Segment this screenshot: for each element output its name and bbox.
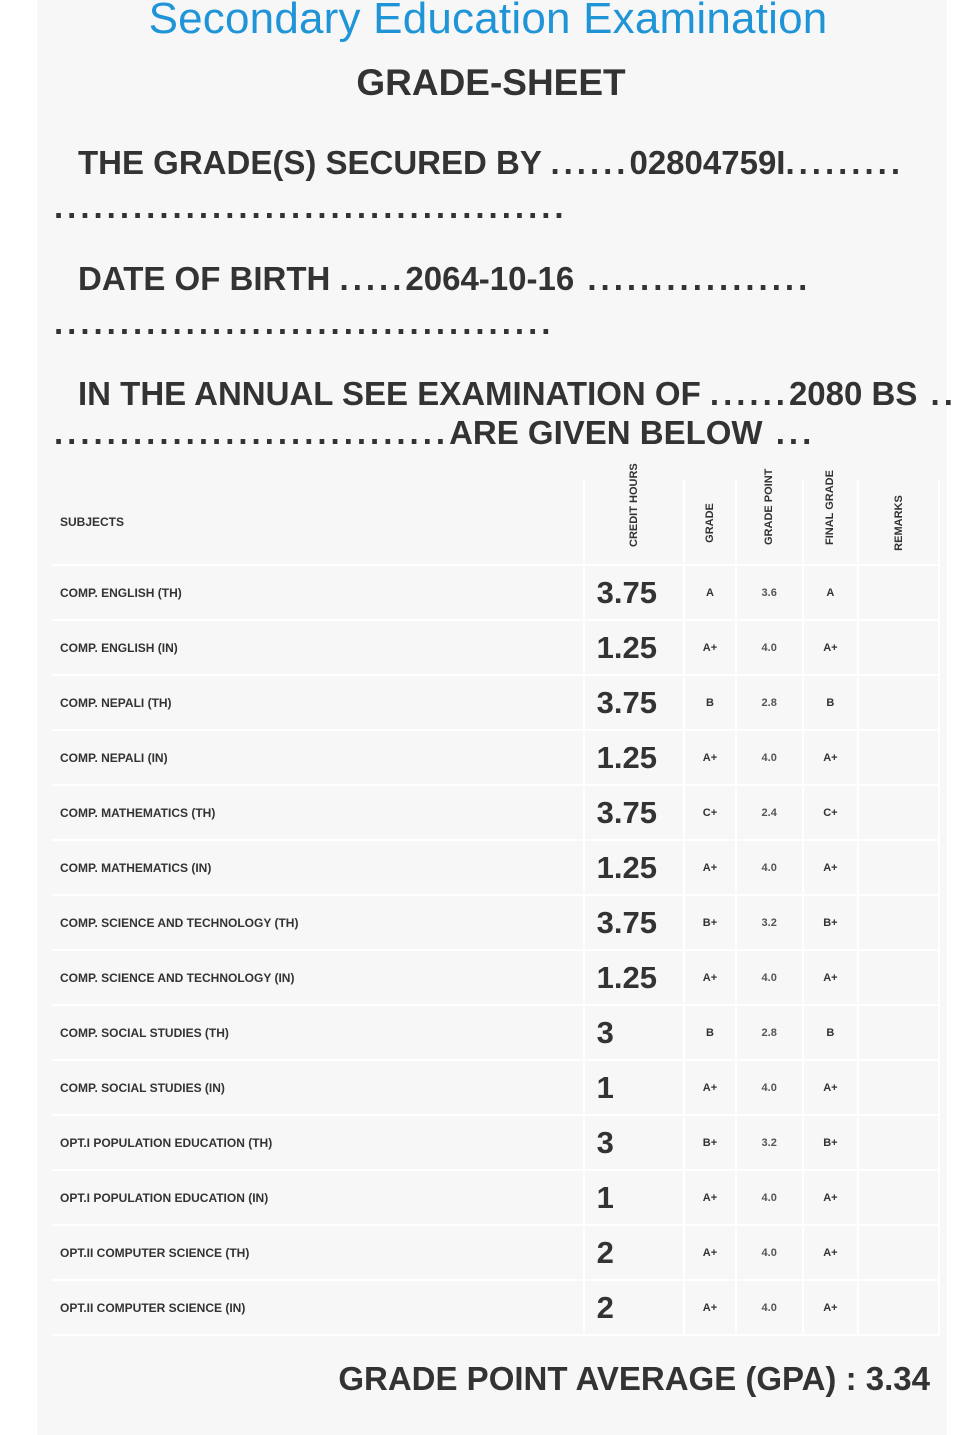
table-row <box>52 1280 939 1335</box>
subject-cell: COMP. NEPALI (IN) <box>52 730 584 785</box>
remarks-cell <box>858 620 939 675</box>
table-header-row <box>52 480 939 565</box>
given-below-line <box>54 414 815 452</box>
final-grade-cell: B <box>803 1005 859 1060</box>
dot-leader-row: ....................................... <box>54 188 568 225</box>
table-row <box>52 1225 939 1280</box>
grades-table <box>52 463 940 1336</box>
table-row <box>52 785 939 840</box>
gpa-line <box>338 1360 930 1398</box>
remarks-cell <box>858 840 939 895</box>
gpa-label: GRADE POINT AVERAGE (GPA) : <box>338 1360 857 1397</box>
remarks-cell <box>858 785 939 840</box>
given-below-text: ARE GIVEN BELOW <box>449 414 763 451</box>
grade-cell: A+ <box>684 1280 735 1335</box>
subject-cell: COMP. ENGLISH (TH) <box>52 565 584 620</box>
credit-hours-cell: 1.25 <box>584 950 685 1005</box>
subject-cell: COMP. MATHEMATICS (TH) <box>52 785 584 840</box>
table-row <box>52 950 939 1005</box>
grade-point-cell: 4.0 <box>736 1170 803 1225</box>
exam-year: 2080 BS <box>788 375 918 412</box>
grade-point-cell: 3.2 <box>736 895 803 950</box>
subject-cell: COMP. SCIENCE AND TECHNOLOGY (TH) <box>52 895 584 950</box>
table-row <box>52 1170 939 1225</box>
table-row <box>52 1060 939 1115</box>
grade-cell: A+ <box>684 840 735 895</box>
final-grade-cell: B <box>803 675 859 730</box>
credit-hours-cell: 1.25 <box>584 730 685 785</box>
grade-point-cell: 2.8 <box>736 675 803 730</box>
credit-hours-cell: 1 <box>584 1060 685 1115</box>
final-grade-cell: A+ <box>803 1060 859 1115</box>
credit-hours-cell: 2 <box>584 1225 685 1280</box>
subject-cell: COMP. MATHEMATICS (IN) <box>52 840 584 895</box>
credit-hours-cell: 3.75 <box>584 785 685 840</box>
dob-label: DATE OF BIRTH <box>78 260 331 297</box>
final-grade-cell: A+ <box>803 730 859 785</box>
grade-point-cell: 2.8 <box>736 1005 803 1060</box>
grade-point-cell: 2.4 <box>736 785 803 840</box>
table-row <box>52 730 939 785</box>
credit-hours-cell: 3.75 <box>584 895 685 950</box>
grade-point-cell: 3.2 <box>736 1115 803 1170</box>
grade-cell: B+ <box>684 1115 735 1170</box>
exam-line <box>78 375 957 413</box>
table-row <box>52 840 939 895</box>
subject-cell: OPT.I POPULATION EDUCATION (IN) <box>52 1170 584 1225</box>
final-grade-cell: C+ <box>803 785 859 840</box>
table-row <box>52 1005 939 1060</box>
grade-cell: A+ <box>684 620 735 675</box>
dot-leader: .. <box>917 375 957 412</box>
table-row <box>52 675 939 730</box>
grade-point-cell: 4.0 <box>736 1225 803 1280</box>
dot-leader: ... <box>762 414 816 451</box>
exam-label: IN THE ANNUAL SEE EXAMINATION OF <box>78 375 701 412</box>
grade-cell: A+ <box>684 950 735 1005</box>
grade-cell: B+ <box>684 895 735 950</box>
dob-value: 2064-10-16 <box>405 260 575 297</box>
final-grade-cell: A+ <box>803 840 859 895</box>
secured-by-line <box>78 144 904 182</box>
final-grade-cell: A+ <box>803 950 859 1005</box>
remarks-cell <box>858 1280 939 1335</box>
credit-hours-cell: 1 <box>584 1170 685 1225</box>
dob-line <box>78 260 811 298</box>
credit-hours-cell: 1.25 <box>584 840 685 895</box>
header-credit-hours: CREDIT HOURS <box>584 480 685 565</box>
subject-cell: OPT.I POPULATION EDUCATION (TH) <box>52 1115 584 1170</box>
grade-cell: A+ <box>684 730 735 785</box>
subject-cell: OPT.II COMPUTER SCIENCE (TH) <box>52 1225 584 1280</box>
grade-cell: A <box>684 565 735 620</box>
subject-cell: COMP. NEPALI (TH) <box>52 675 584 730</box>
final-grade-cell: A+ <box>803 1225 859 1280</box>
grade-point-cell: 3.6 <box>736 565 803 620</box>
subject-cell: COMP. SCIENCE AND TECHNOLOGY (IN) <box>52 950 584 1005</box>
subject-cell: COMP. SOCIAL STUDIES (TH) <box>52 1005 584 1060</box>
header-remarks: REMARKS <box>858 480 939 565</box>
dot-leader: ......... <box>785 144 904 181</box>
credit-hours-cell: 3.75 <box>584 675 685 730</box>
grade-point-cell: 4.0 <box>736 1280 803 1335</box>
secured-by-label: THE GRADE(S) SECURED BY <box>78 144 542 181</box>
subject-cell: COMP. SOCIAL STUDIES (IN) <box>52 1060 584 1115</box>
grade-cell: C+ <box>684 785 735 840</box>
dot-leader: ...... <box>550 144 630 181</box>
remarks-cell <box>858 950 939 1005</box>
grade-point-cell: 4.0 <box>736 950 803 1005</box>
final-grade-cell: B+ <box>803 895 859 950</box>
grade-point-cell: 4.0 <box>736 730 803 785</box>
remarks-cell <box>858 565 939 620</box>
grade-point-cell: 4.0 <box>736 620 803 675</box>
grade-cell: B <box>684 1005 735 1060</box>
final-grade-cell: A+ <box>803 1280 859 1335</box>
dot-leader: .............................. <box>54 414 450 451</box>
remarks-cell <box>858 1005 939 1060</box>
dot-leader: ...... <box>709 375 789 412</box>
remarks-cell <box>858 1170 939 1225</box>
credit-hours-cell: 3 <box>584 1005 685 1060</box>
subject-cell: COMP. ENGLISH (IN) <box>52 620 584 675</box>
grade-cell: A+ <box>684 1060 735 1115</box>
table-row <box>52 565 939 620</box>
header-grade-point: GRADE POINT <box>736 480 803 565</box>
dot-leader: ..... <box>339 260 406 297</box>
remarks-cell <box>858 730 939 785</box>
credit-hours-cell: 3.75 <box>584 565 685 620</box>
grade-sheet-heading: GRADE-SHEET <box>356 62 626 103</box>
remarks-cell <box>858 1115 939 1170</box>
grade-point-cell: 4.0 <box>736 840 803 895</box>
credit-hours-cell: 1.25 <box>584 620 685 675</box>
dot-leader: ................. <box>574 260 812 297</box>
header-grade: GRADE <box>684 480 735 565</box>
remarks-cell <box>858 1225 939 1280</box>
final-grade-cell: A+ <box>803 1170 859 1225</box>
final-grade-cell: A <box>803 565 859 620</box>
symbol-number: 02804759I <box>629 144 786 181</box>
grade-cell: B <box>684 675 735 730</box>
subject-cell: OPT.II COMPUTER SCIENCE (IN) <box>52 1280 584 1335</box>
dot-leader-row: ...................................... <box>54 304 555 341</box>
credit-hours-cell: 3 <box>584 1115 685 1170</box>
grade-cell: A+ <box>684 1225 735 1280</box>
header-final-grade: FINAL GRADE <box>803 480 859 565</box>
table-row <box>52 620 939 675</box>
remarks-cell <box>858 675 939 730</box>
grade-cell: A+ <box>684 1170 735 1225</box>
remarks-cell <box>858 895 939 950</box>
credit-hours-cell: 2 <box>584 1280 685 1335</box>
final-grade-cell: A+ <box>803 620 859 675</box>
exam-title: Secondary Education Examination <box>148 0 828 43</box>
gpa-value: 3.34 <box>865 1360 930 1397</box>
table-row <box>52 895 939 950</box>
remarks-cell <box>858 1060 939 1115</box>
header-subjects: SUBJECTS <box>52 480 584 565</box>
grade-point-cell: 4.0 <box>736 1060 803 1115</box>
final-grade-cell: B+ <box>803 1115 859 1170</box>
table-row <box>52 1115 939 1170</box>
